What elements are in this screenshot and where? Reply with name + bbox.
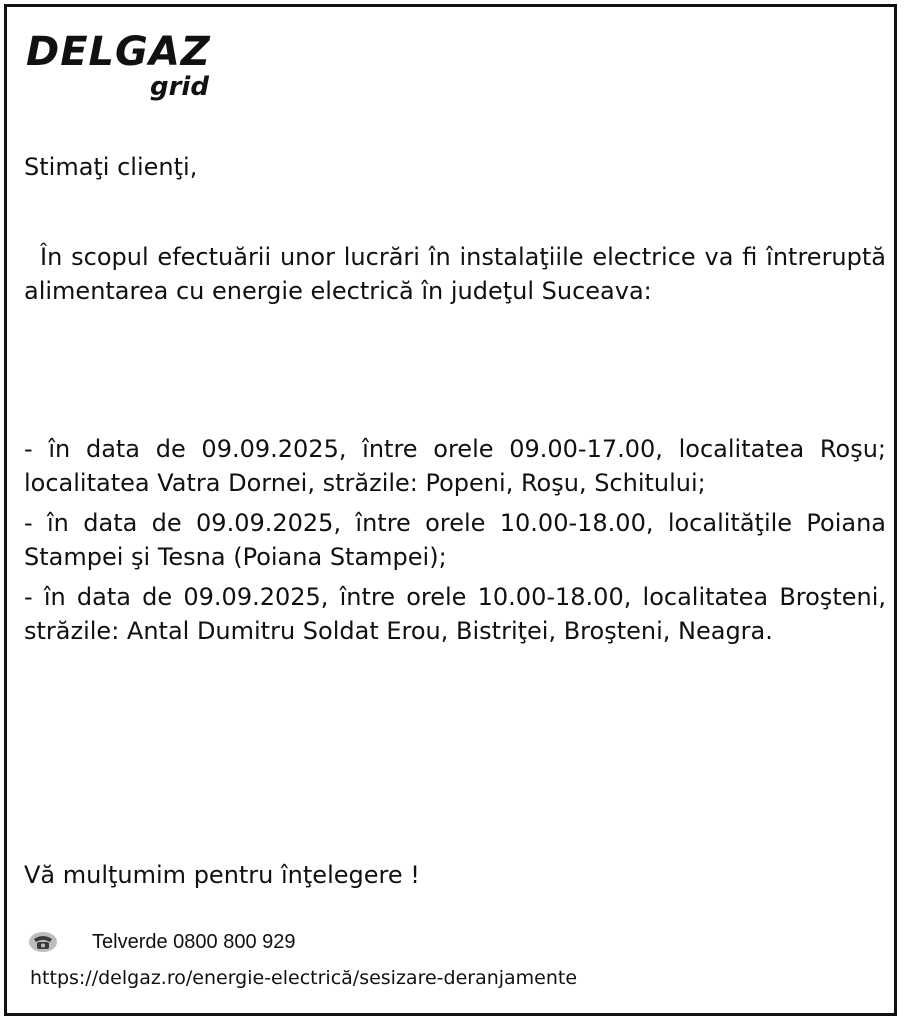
logo-sub: grid: [150, 72, 209, 102]
greeting: Stimaţi clienţi,: [24, 153, 198, 181]
outage-list: [24, 432, 886, 654]
intro-paragraph: [24, 240, 886, 308]
outage-item: - în data de 09.09.2025, între orele 10.00-18.00, localităţile Poiana Stampei şi Tesna (Poiana Stampei);: [24, 509, 886, 571]
intro-text: În scopul efectuării unor lucrări în instalaţiile electrice va fi întreruptă alimentarea cu energie electrică în judeţul Suceava:: [24, 243, 886, 305]
outage-item: - în data de 09.09.2025, între orele 10.00-18.00, localitatea Broşteni, străzile: Antal Dumitru Soldat Erou, Bistriţei, Broşteni, Neagra.: [24, 583, 886, 645]
phone-number: Telverde 0800 800 929: [92, 930, 296, 953]
support-link[interactable]: https://delgaz.ro/energie-electrică/sesizare-deranjamente: [30, 967, 578, 989]
delgaz-logo: [26, 30, 236, 110]
thanks-text: Vă mulţumim pentru înţelegere !: [24, 861, 420, 889]
outage-item: - în data de 09.09.2025, între orele 09.00-17.00, localitatea Roşu; localitatea Vatra Dornei, străzile: Popeni, Roşu, Schitului;: [24, 435, 886, 497]
contact-line: [28, 928, 296, 956]
logo-brand: DELGAZ: [26, 29, 211, 75]
phone-icon: [28, 931, 58, 953]
